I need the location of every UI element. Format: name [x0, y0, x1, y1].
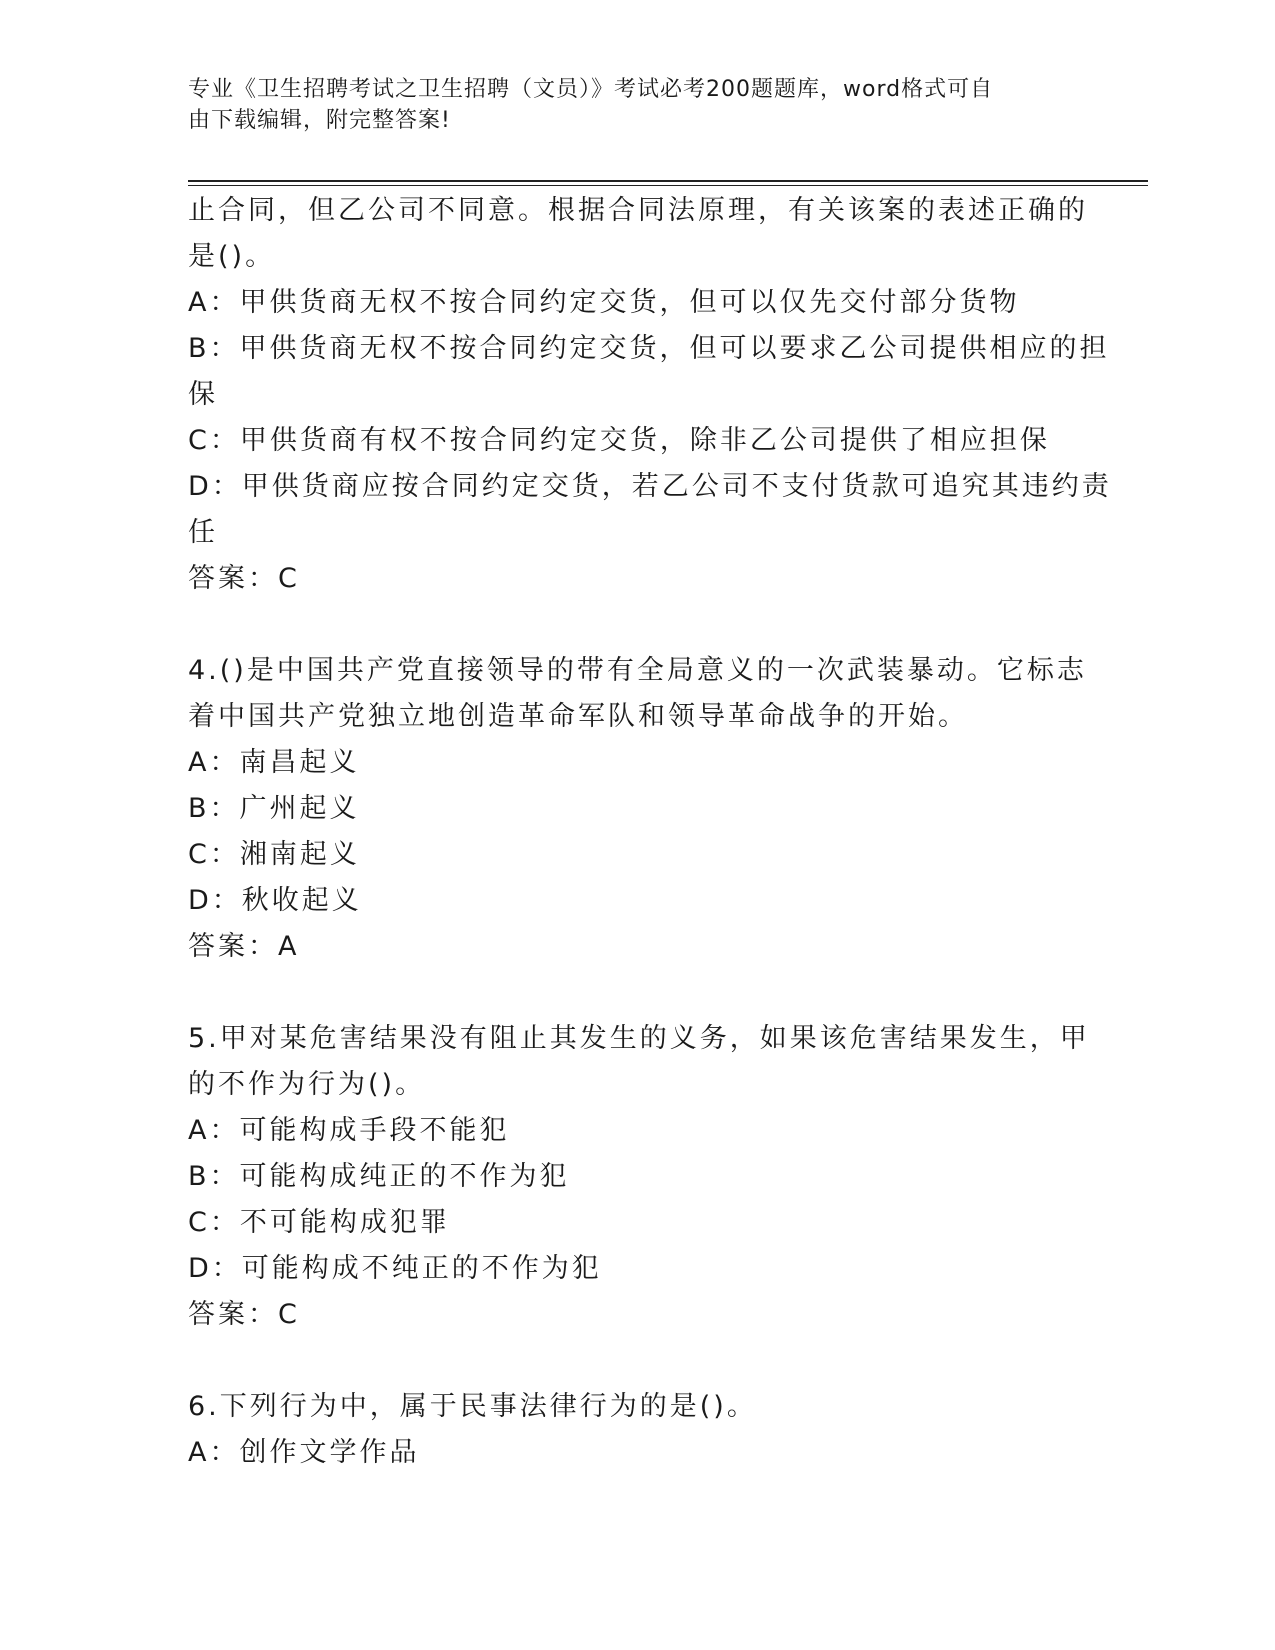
option-c: C：甲供货商有权不按合同约定交货，除非乙公司提供了相应担保: [188, 425, 1050, 456]
option-b-continued: 保: [188, 379, 218, 410]
question-4: [188, 648, 1087, 970]
question-5: [188, 1016, 1090, 1338]
spacer: [188, 1338, 1068, 1384]
option-b: B：可能构成纯正的不作为犯: [188, 1161, 570, 1192]
page-header: [188, 74, 1068, 136]
spacer: [188, 602, 1068, 648]
question-stem: 的不作为行为()。: [188, 1069, 426, 1100]
answer: 答案：C: [188, 1299, 300, 1330]
option-a: A：可能构成手段不能犯: [188, 1115, 510, 1146]
header-line-2: 由下载编辑，附完整答案!: [188, 108, 451, 133]
question-stem: 着中国共产党独立地创造革命军队和领导革命战争的开始。: [188, 701, 968, 732]
question-stem: 是()。: [188, 241, 276, 272]
header-rule-thin: [188, 185, 1148, 186]
question-stem: 6.下列行为中，属于民事法律行为的是()。: [188, 1391, 757, 1422]
option-d-continued: 任: [188, 517, 218, 548]
question-6: [188, 1384, 1068, 1476]
option-c: C：不可能构成犯罪: [188, 1207, 450, 1238]
header-rule-thick: [188, 180, 1148, 182]
question-content: [188, 188, 1112, 1476]
question-stem: 4.()是中国共产党直接领导的带有全局意义的一次武装暴动。它标志: [188, 655, 1087, 686]
option-b: B：广州起义: [188, 793, 360, 824]
option-b: B：甲供货商无权不按合同约定交货，但可以要求乙公司提供相应的担: [188, 333, 1110, 364]
option-a: A：创作文学作品: [188, 1437, 420, 1468]
option-a: A：甲供货商无权不按合同约定交货，但可以仅先交付部分货物: [188, 287, 1020, 318]
question-stem: 止合同，但乙公司不同意。根据合同法原理，有关该案的表述正确的: [188, 195, 1088, 226]
question-3: [188, 188, 1112, 602]
spacer: [188, 970, 1068, 1016]
option-a: A：南昌起义: [188, 747, 360, 778]
header-line-1: 专业《卫生招聘考试之卫生招聘（文员）》考试必考200题题库，word格式可自: [188, 77, 994, 102]
answer: 答案：A: [188, 931, 300, 962]
option-d: D：秋收起义: [188, 885, 362, 916]
option-d: D：甲供货商应按合同约定交货，若乙公司不支付货款可追究其违约责: [188, 471, 1112, 502]
question-stem: 5.甲对某危害结果没有阻止其发生的义务，如果该危害结果发生，甲: [188, 1023, 1090, 1054]
option-d: D：可能构成不纯正的不作为犯: [188, 1253, 602, 1284]
answer: 答案：C: [188, 563, 300, 594]
option-c: C：湘南起义: [188, 839, 360, 870]
